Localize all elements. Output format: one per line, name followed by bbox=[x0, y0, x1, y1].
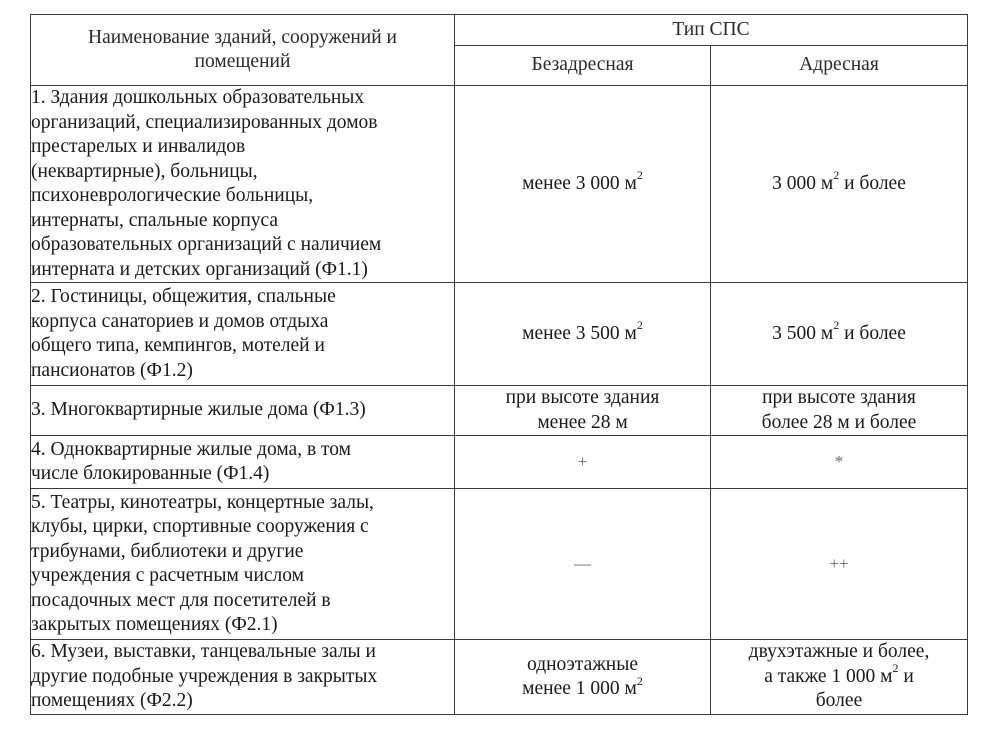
header-sps-type: Тип СПС bbox=[455, 15, 968, 46]
value-text: и более bbox=[839, 322, 906, 344]
name-line: 5. Театры, кинотеатры, концертные залы, bbox=[31, 491, 374, 513]
addressable-cell bbox=[711, 86, 968, 283]
header-addressable: Адресная bbox=[711, 46, 968, 86]
header-addressless: Безадресная bbox=[455, 46, 711, 86]
value-line bbox=[455, 673, 710, 702]
name-line: психоневрологические больницы, bbox=[31, 185, 314, 206]
table-row bbox=[31, 283, 968, 386]
header-building-name bbox=[31, 15, 455, 86]
name-line: корпуса санаториев и домов отдыха bbox=[31, 310, 329, 332]
addressless-cell bbox=[455, 386, 711, 436]
table-row bbox=[31, 386, 968, 436]
name-line: интернаты, спальные корпуса bbox=[31, 209, 279, 231]
addressable-cell bbox=[711, 640, 968, 715]
name-line: общего типа, кемпингов, мотелей и bbox=[31, 335, 325, 356]
superscript: 2 bbox=[833, 318, 840, 333]
name-line: 3. Многоквартирные жилые дома (Ф1.3) bbox=[31, 399, 366, 421]
value-text: 3 000 м bbox=[772, 172, 834, 194]
name-line: числе блокированные (Ф1.4) bbox=[31, 463, 270, 484]
value-text: менее 3 500 м bbox=[522, 322, 637, 344]
addressable-symbol: ++ bbox=[711, 489, 968, 640]
row-name-cell bbox=[31, 489, 455, 640]
row-name-cell bbox=[31, 386, 455, 436]
table-row bbox=[31, 436, 968, 489]
value-text: менее 1 000 м bbox=[522, 678, 637, 699]
header-name-line: Наименование зданий, сооружений и bbox=[88, 27, 397, 48]
row-name-cell bbox=[31, 86, 455, 283]
name-line: помещениях (Ф2.2) bbox=[31, 690, 193, 712]
addressable-cell bbox=[711, 386, 968, 436]
superscript: 2 bbox=[636, 673, 643, 688]
name-line: трибунами, библиотеки и другие bbox=[31, 540, 304, 562]
name-line: учреждения с расчетным числом bbox=[31, 565, 305, 586]
value-text: а также 1 000 м bbox=[764, 665, 893, 687]
table-row bbox=[31, 86, 968, 283]
value-text: и более bbox=[839, 172, 906, 194]
value-line: более bbox=[815, 690, 863, 712]
name-line: закрытых помещениях (Ф2.1) bbox=[31, 614, 278, 635]
table-row bbox=[31, 489, 968, 640]
value-line: более 28 м и более bbox=[761, 411, 917, 433]
value-line: двухэтажные и более, bbox=[748, 641, 930, 663]
name-line: посадочных мест для посетителей в bbox=[31, 589, 331, 611]
addressable-symbol: * bbox=[711, 436, 968, 489]
value-text: менее 3 000 м bbox=[522, 172, 637, 194]
addressable-cell bbox=[711, 283, 968, 386]
table-row bbox=[31, 640, 968, 715]
name-line: 6. Музеи, выставки, танцевальные залы и bbox=[31, 641, 376, 663]
value-line: одноэтажные bbox=[527, 653, 638, 675]
row-name-cell bbox=[31, 283, 455, 386]
name-line: интерната и детских организаций (Ф1.1) bbox=[31, 258, 368, 280]
addressless-cell bbox=[455, 640, 711, 715]
value-line: при высоте здания bbox=[762, 387, 916, 408]
name-line: пансионатов (Ф1.2) bbox=[31, 359, 193, 381]
value-text: 3 500 м bbox=[772, 322, 834, 344]
superscript: 2 bbox=[636, 318, 643, 333]
superscript: 2 bbox=[892, 661, 899, 676]
name-line: (неквартирные), больницы, bbox=[31, 160, 258, 182]
value-line bbox=[711, 661, 967, 690]
row-name-cell bbox=[31, 436, 455, 489]
sps-type-table bbox=[30, 14, 968, 715]
name-line: престарелых и инвалидов bbox=[31, 136, 246, 157]
value-text: и bbox=[898, 665, 914, 687]
addressless-symbol: — bbox=[455, 489, 711, 640]
name-line: другие подобные учреждения в закрытых bbox=[31, 665, 378, 687]
name-line: 4. Одноквартирные жилые дома, в том bbox=[31, 438, 352, 460]
header-name-line: помещений bbox=[194, 51, 291, 72]
superscript: 2 bbox=[636, 168, 643, 183]
superscript: 2 bbox=[833, 168, 840, 183]
name-line: образовательных организаций с наличием bbox=[31, 234, 382, 255]
name-line: клубы, цирки, спортивные сооружения с bbox=[31, 516, 369, 537]
addressless-symbol: + bbox=[455, 436, 711, 489]
row-name-cell bbox=[31, 640, 455, 715]
name-line: 1. Здания дошкольных образовательных bbox=[31, 87, 365, 108]
value-line: при высоте здания bbox=[505, 387, 660, 408]
name-line: организаций, специализированных домов bbox=[31, 111, 378, 133]
value-line: менее 28 м bbox=[537, 411, 628, 433]
name-line: 2. Гостиницы, общежития, спальные bbox=[31, 286, 336, 307]
addressless-cell bbox=[455, 86, 711, 283]
addressless-cell bbox=[455, 283, 711, 386]
